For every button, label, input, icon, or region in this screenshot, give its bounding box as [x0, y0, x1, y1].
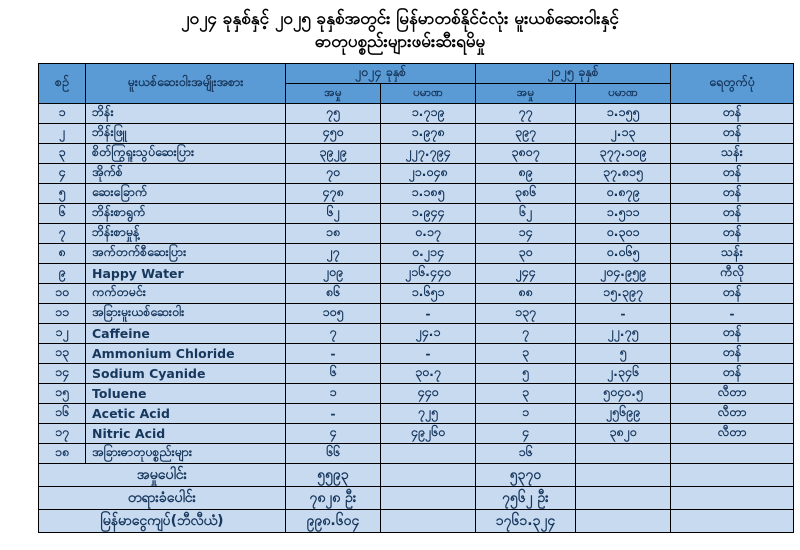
table-row: [39, 304, 794, 324]
cell-quantity-2024: ၂၁.၀၄၈: [381, 164, 476, 184]
cell-unit: [671, 444, 794, 464]
cell-drug-name: ဘိန်း: [86, 104, 286, 124]
cell-quantity-2024: ၁.၉၇၈: [381, 124, 476, 144]
total-value-2024: ၉၉၈.၆၀၄: [286, 510, 381, 533]
cell-quantity-2024: ၄၉၂၆၀: [381, 424, 476, 444]
table-row: [39, 244, 794, 264]
table-row: [39, 164, 794, 184]
table-row: [39, 144, 794, 164]
header-unit: ရေတွက်ပုံ: [671, 64, 794, 104]
cell-unit: တန်: [671, 324, 794, 344]
cell-row-number: ၁၈: [39, 444, 86, 464]
cell-row-number: ၁၀: [39, 284, 86, 304]
table-row: [39, 384, 794, 404]
cell-unit: ကီလို: [671, 264, 794, 284]
total-value-2025: ၁၇၆၁.၃၂၄: [476, 510, 576, 533]
cell-drug-name: ဘိန်းစာရွက်: [86, 204, 286, 224]
table-row: [39, 364, 794, 384]
cell-quantity-2025: ၁.၁၅၅: [576, 104, 671, 124]
cell-cases-2025: ၁၆: [476, 444, 576, 464]
page-title: [0, 0, 800, 54]
cell-drug-name: အိုက်စ်: [86, 164, 286, 184]
cell-cases-2024: ၄၅၀: [286, 124, 381, 144]
cell-drug-name: Toluene: [86, 384, 286, 404]
cell-cases-2024: ၆: [286, 364, 381, 384]
total-label: တရားခံပေါင်း: [39, 487, 286, 510]
cell-quantity-2024: ၂၂၇.၇၉၄: [381, 144, 476, 164]
total-label: အမှုပေါင်း: [39, 464, 286, 487]
cell-cases-2025: ၅: [476, 364, 576, 384]
cell-cases-2024: ၇၅: [286, 104, 381, 124]
table-row: [39, 344, 794, 364]
cell-quantity-2025: ၂၀၄.၉၅၉: [576, 264, 671, 284]
cell-quantity-2024: ၇၂၅: [381, 404, 476, 424]
cell-quantity-2025: ၃၇.၈၁၅: [576, 164, 671, 184]
cell-row-number: ၂: [39, 124, 86, 144]
total-empty-quantity-2025: [576, 487, 671, 510]
cell-row-number: ၉: [39, 264, 86, 284]
total-row: [39, 510, 794, 533]
cell-quantity-2024: ၄၄၀: [381, 384, 476, 404]
cell-cases-2025: ၄: [476, 424, 576, 444]
cell-drug-name: အခြားမူးယစ်ဆေးဝါး: [86, 304, 286, 324]
cell-cases-2025: ၈၉: [476, 164, 576, 184]
cell-unit: တန်: [671, 224, 794, 244]
total-empty-quantity-2024: [381, 510, 476, 533]
cell-quantity-2025: ၂.၁၃: [576, 124, 671, 144]
total-row: [39, 464, 794, 487]
cell-quantity-2024: ၁.၉၄၄: [381, 204, 476, 224]
cell-quantity-2025: ၁.၅၁၁: [576, 204, 671, 224]
cell-quantity-2025: ၅၀၄၀.၅: [576, 384, 671, 404]
cell-cases-2024: ၇၀: [286, 164, 381, 184]
page-title-line2: ဓာတုပစ္စည်းများဖမ်းဆီးရမိမှု: [314, 32, 486, 52]
cell-cases-2024: -: [286, 404, 381, 424]
cell-cases-2024: ၃၉၂၉: [286, 144, 381, 164]
cell-row-number: ၃: [39, 144, 86, 164]
total-empty-unit: [671, 464, 794, 487]
cell-row-number: ၁: [39, 104, 86, 124]
table-row: [39, 104, 794, 124]
total-empty-quantity-2025: [576, 510, 671, 533]
table-row: [39, 224, 794, 244]
cell-drug-name: အက်တက်စီဆေးပြား: [86, 244, 286, 264]
cell-cases-2024: ၈၆: [286, 284, 381, 304]
cell-quantity-2025: ၁၅.၃၉၇: [576, 284, 671, 304]
table-row: [39, 424, 794, 444]
cell-cases-2025: ၁၃၇: [476, 304, 576, 324]
cell-unit: တန်: [671, 344, 794, 364]
cell-row-number: ၁၂: [39, 324, 86, 344]
page-title-line1: ၂၀၂၄ ခုနှစ်နှင့် ၂၀၂၅ ခုနှစ်အတွင်း မြန်မာတစ်နိုင်ငံလုံး မူးယစ်ဆေးဝါးနှင့်: [181, 9, 619, 29]
cell-cases-2025: ၈၈: [476, 284, 576, 304]
header-year-2024: ၂၀၂၄ ခုနှစ်: [286, 64, 476, 84]
cell-quantity-2024: ၁.၆၅၁: [381, 284, 476, 304]
seizure-table: [38, 63, 794, 533]
cell-unit: တန်: [671, 184, 794, 204]
total-empty-quantity-2025: [576, 464, 671, 487]
cell-quantity-2024: ၀.၂၁၄: [381, 244, 476, 264]
cell-drug-name: Happy Water: [86, 264, 286, 284]
cell-cases-2024: ၆၂: [286, 204, 381, 224]
cell-unit: တန်: [671, 284, 794, 304]
cell-drug-name: Ammonium Chloride: [86, 344, 286, 364]
cell-cases-2025: ၇: [476, 324, 576, 344]
table-row: [39, 264, 794, 284]
cell-quantity-2025: ၃၇၇.၁၀၉: [576, 144, 671, 164]
cell-unit: တန်: [671, 364, 794, 384]
table-row: [39, 204, 794, 224]
cell-cases-2025: ၇၇: [476, 104, 576, 124]
cell-cases-2024: ၁: [286, 384, 381, 404]
total-row: [39, 487, 794, 510]
cell-cases-2025: ၃၀: [476, 244, 576, 264]
cell-quantity-2025: ၂၅၆၉၉: [576, 404, 671, 424]
cell-row-number: ၁၅: [39, 384, 86, 404]
cell-row-number: ၁၄: [39, 364, 86, 384]
table-row: [39, 124, 794, 144]
table-row: [39, 444, 794, 464]
cell-drug-name: Sodium Cyanide: [86, 364, 286, 384]
cell-quantity-2024: [381, 444, 476, 464]
cell-cases-2024: ၂၀၉: [286, 264, 381, 284]
cell-drug-name: အခြားဓာတုပစ္စည်းများ: [86, 444, 286, 464]
table-row: [39, 324, 794, 344]
cell-cases-2024: ၄၇၈: [286, 184, 381, 204]
cell-cases-2025: ၃၈၆: [476, 184, 576, 204]
total-value-2024: ၇၈၂၈ ဦး: [286, 487, 381, 510]
total-label: မြန်မာငွေကျပ်(ဘီလီယံ): [39, 510, 286, 533]
cell-unit: လီတာ: [671, 404, 794, 424]
cell-drug-name: စိတ်ကြွရူးသွပ်ဆေးပြား: [86, 144, 286, 164]
cell-quantity-2025: -: [576, 304, 671, 324]
header-no: စဉ်: [39, 64, 86, 104]
cell-cases-2025: ၃: [476, 384, 576, 404]
cell-cases-2024: ၆၆: [286, 444, 381, 464]
cell-row-number: ၁၃: [39, 344, 86, 364]
cell-unit: တန်: [671, 104, 794, 124]
cell-quantity-2024: ၂၄.၁: [381, 324, 476, 344]
cell-cases-2025: ၃၈၀၇: [476, 144, 576, 164]
cell-cases-2025: ၃၉၇: [476, 124, 576, 144]
cell-drug-name: ဘိန်းစာမှုန့်: [86, 224, 286, 244]
cell-quantity-2024: ၀.၁၇: [381, 224, 476, 244]
total-empty-unit: [671, 487, 794, 510]
cell-cases-2025: ၆၂: [476, 204, 576, 224]
header-quantity-2024: ပမာဏ: [381, 84, 476, 104]
cell-unit: တန်: [671, 164, 794, 184]
header-drug-type: မူးယစ်ဆေးဝါးအမျိုးအစား: [86, 64, 286, 104]
cell-quantity-2025: ၀.၀၆၅: [576, 244, 671, 264]
total-value-2024: ၅၅၉၃: [286, 464, 381, 487]
cell-cases-2024: -: [286, 344, 381, 364]
cell-row-number: ၇: [39, 224, 86, 244]
cell-row-number: ၁၁: [39, 304, 86, 324]
cell-row-number: ၅: [39, 184, 86, 204]
cell-quantity-2025: ၀.၈၇၉: [576, 184, 671, 204]
cell-row-number: ၆: [39, 204, 86, 224]
table-footer: [39, 464, 794, 533]
cell-drug-name: Nitric Acid: [86, 424, 286, 444]
total-empty-unit: [671, 510, 794, 533]
total-empty-quantity-2024: [381, 464, 476, 487]
cell-quantity-2024: ၃၀.၇: [381, 364, 476, 384]
cell-quantity-2025: ၂၂.၇၅: [576, 324, 671, 344]
cell-cases-2024: ၂၇: [286, 244, 381, 264]
table-row: [39, 404, 794, 424]
cell-cases-2025: ၃: [476, 344, 576, 364]
header-year-2025: ၂၀၂၅ ခုနှစ်: [476, 64, 671, 84]
cell-drug-name: ဘိန်းဖြူ: [86, 124, 286, 144]
cell-quantity-2025: ၂.၃၄၆: [576, 364, 671, 384]
cell-quantity-2024: ၁.၁၈၅: [381, 184, 476, 204]
cell-unit: တန်: [671, 124, 794, 144]
cell-quantity-2024: -: [381, 344, 476, 364]
cell-row-number: ၁၇: [39, 424, 86, 444]
table-row: [39, 284, 794, 304]
total-value-2025: ၇၅၆၂ ဦး: [476, 487, 576, 510]
total-empty-quantity-2024: [381, 487, 476, 510]
cell-quantity-2024: ၂၁၆.၄၄၀: [381, 264, 476, 284]
cell-drug-name: Caffeine: [86, 324, 286, 344]
header-quantity-2025: ပမာဏ: [576, 84, 671, 104]
header-cases-2025: အမှု: [476, 84, 576, 104]
cell-cases-2024: ၁၈: [286, 224, 381, 244]
total-value-2025: ၅၃၇၀: [476, 464, 576, 487]
cell-cases-2024: ၁၀၅: [286, 304, 381, 324]
cell-quantity-2024: ၁.၇၁၉: [381, 104, 476, 124]
table-header: [39, 64, 794, 104]
cell-drug-name: ကက်တမင်း: [86, 284, 286, 304]
cell-cases-2024: ၇: [286, 324, 381, 344]
cell-drug-name: Acetic Acid: [86, 404, 286, 424]
cell-quantity-2025: ၀.၃၀၁: [576, 224, 671, 244]
cell-quantity-2025: [576, 444, 671, 464]
table-body: [39, 104, 794, 464]
table-row: [39, 184, 794, 204]
cell-unit: လီတာ: [671, 384, 794, 404]
cell-unit: တန်: [671, 204, 794, 224]
cell-cases-2025: ၁: [476, 404, 576, 424]
cell-cases-2024: ၄: [286, 424, 381, 444]
cell-quantity-2025: ၃၈၂၀: [576, 424, 671, 444]
cell-unit: -: [671, 304, 794, 324]
header-cases-2024: အမှု: [286, 84, 381, 104]
cell-cases-2025: ၂၄၄: [476, 264, 576, 284]
cell-row-number: ၈: [39, 244, 86, 264]
cell-cases-2025: ၁၄: [476, 224, 576, 244]
cell-drug-name: ဆေးခြောက်: [86, 184, 286, 204]
cell-row-number: ၄: [39, 164, 86, 184]
cell-quantity-2025: ၅: [576, 344, 671, 364]
cell-quantity-2024: -: [381, 304, 476, 324]
cell-unit: လီတာ: [671, 424, 794, 444]
cell-unit: သန်း: [671, 244, 794, 264]
cell-unit: သန်း: [671, 144, 794, 164]
cell-row-number: ၁၆: [39, 404, 86, 424]
